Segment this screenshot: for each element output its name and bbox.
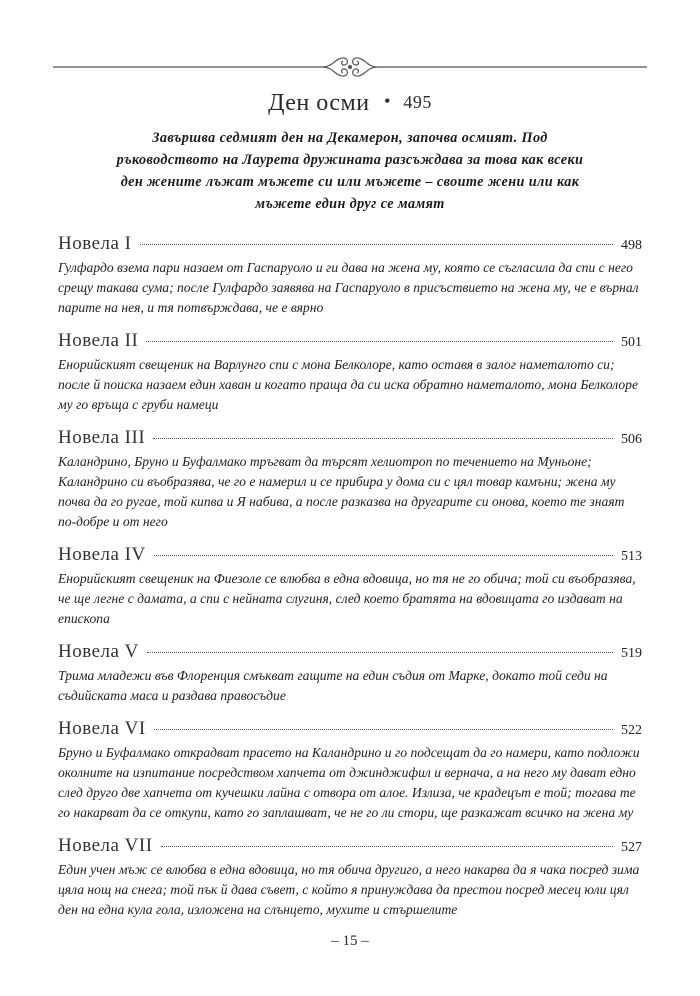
- section-intro: Завършва седмият ден на Декамерон, започва осмият. Под ръководството на Лаурета дружината разсъждава за това как всеки ден жените лъжат мъжете си или мъжете – своите жени или как мъжете един друг се мамят: [116, 130, 584, 212]
- entry-title: Новела V: [58, 641, 139, 662]
- dot-leader: [146, 341, 613, 342]
- entry-page-number: 506: [621, 432, 642, 447]
- day-title: Ден осми: [268, 90, 370, 116]
- entry-page-number: 501: [621, 335, 642, 350]
- entry-title: Новела III: [58, 427, 146, 448]
- toc-entry[interactable]: [58, 330, 642, 415]
- toc-entry[interactable]: [58, 233, 642, 318]
- toc-entry[interactable]: [58, 544, 642, 629]
- dot-leader: [161, 846, 613, 847]
- toc-entry[interactable]: [58, 427, 642, 532]
- entry-title: Новела II: [58, 330, 139, 351]
- page-folio: – 15 –: [331, 933, 369, 949]
- entry-title: Новела I: [58, 233, 132, 254]
- header-ornament: [53, 52, 647, 82]
- entry-description: Енорийският свещеник на Варлунго спи с мона Белколоре, като оставя в залог наметалото си; после й поиска назаем един хаван и когато праща да си иска обратно наметалото, мона Белколоре му го връща с груби намеци: [58, 357, 638, 412]
- dot-leader: [154, 729, 613, 730]
- dot-leader: [154, 555, 613, 556]
- section-heading: [0, 90, 700, 117]
- dot-leader: [140, 244, 613, 245]
- toc-entry[interactable]: [58, 718, 642, 823]
- entry-description: Един учен мъж се влюбва в една вдовица, но тя обича другиго, а него накарва да я чака посред зима цяла нощ на снега; той пък й дава съвет, с който я принуждава да престои посред месец юли цял ден на една кула гола, изложена на слънцето, мухите и стършелите: [58, 862, 640, 917]
- entry-page-number: 498: [621, 238, 642, 253]
- table-of-contents: [58, 233, 642, 932]
- toc-entry[interactable]: [58, 641, 642, 706]
- entry-description: Бруно и Буфалмако открадват прасето на Каландрино и го подсещат да го намери, като подложи околните на изпитание посредством хапчета от джинджифил и вернача, а на него му дават едно след друго две хапчета от кучешки лайна с отвора от алое. Излиза, че крадецът е той; тогава те го накарват да се откупи, като го заплашват, че не го ли стори, ще разкажат всичко на жена му: [58, 745, 640, 820]
- entry-page-number: 519: [621, 646, 642, 661]
- entry-description: Трима младежи във Флоренция смъкват гащите на един съдия от Марке, докато той седи на съдийската маса и раздава правосъдие: [58, 668, 608, 703]
- entry-description: Гулфардо взема пари назаем от Гаспаруоло и ги дава на жена му, която се съгласила да спи с него срещу такава сума; после Гулфардо заявява на Гаспаруоло в присъствието на жена му, че е върнал парите на нея, и тя потвърждава, че е вярно: [58, 260, 639, 315]
- separator-dot: •: [384, 91, 391, 111]
- entry-description: Енорийският свещеник на Фиезоле се влюбва в една вдовица, но тя не го обича; той си въобразява, че ще легне с дамата, а спи с нейната слугиня, след което братята на вдовицата го издават на епископа: [58, 571, 636, 626]
- entry-title: Новела VII: [58, 835, 153, 856]
- entry-description: Каландрино, Бруно и Буфалмако тръгват да търсят хелиотроп по течението на Муньоне; Каландрино си въобразява, че го е намерил и се прибира у дома си с цял товар камъни; жена му почва да го ругае, той кипва и Я набива, а после разказва на другарите си онова, което те знаят по-добре и от него: [58, 454, 625, 529]
- toc-entry[interactable]: [58, 835, 642, 920]
- dot-leader: [147, 652, 613, 653]
- entry-page-number: 522: [621, 723, 642, 738]
- dot-leader: [153, 438, 613, 439]
- entry-title: Новела VI: [58, 718, 146, 739]
- entry-page-number: 513: [621, 549, 642, 564]
- section-page-number: 495: [403, 92, 432, 112]
- entry-page-number: 527: [621, 840, 642, 855]
- entry-title: Новела IV: [58, 544, 146, 565]
